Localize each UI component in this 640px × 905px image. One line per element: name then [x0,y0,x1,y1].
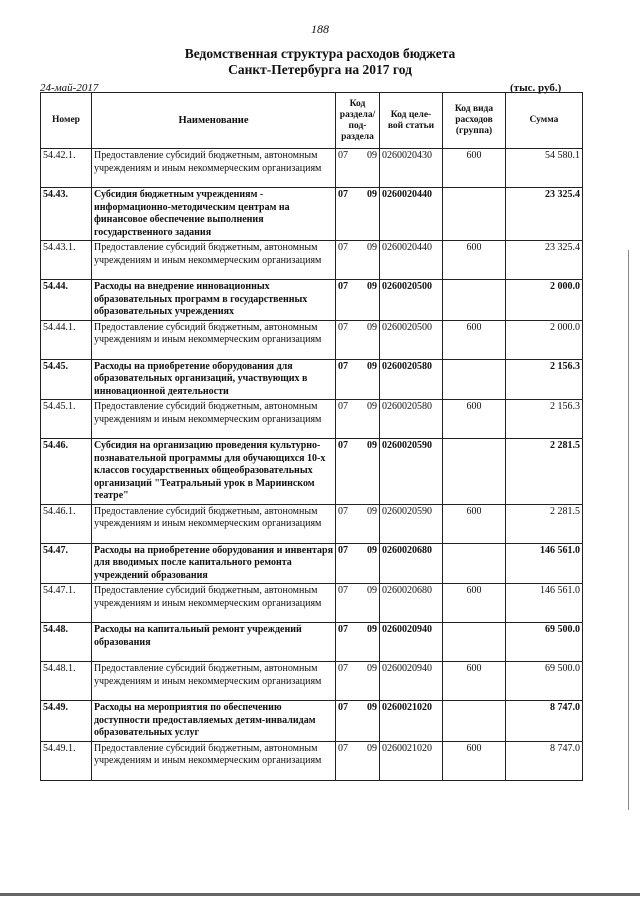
row-name: Субсидия на организацию проведения культурно-познавательной программы для обучающихся 10-х классов государственных общеобразовательных организаций "Театральный урок в Мариинском театре" [92,439,336,505]
row-section-code: 07 [338,360,348,372]
header-number: Номер [41,93,92,149]
row-expense-type [443,280,506,321]
row-section-code: 07 [338,544,348,556]
row-sum: 23 325.4 [506,241,583,280]
header-section: Код раздела/ под- раздела [336,93,380,149]
row-section-code: 07 [338,150,348,161]
row-sum: 23 325.4 [506,188,583,241]
row-subsection-code: 09 [367,360,377,372]
table-row [41,439,583,505]
row-section [336,359,380,400]
row-subsection-code: 09 [367,440,377,451]
row-number: 54.45. [41,359,92,400]
row-article: 0260020430 [380,149,443,188]
table-row [41,662,583,701]
row-article: 0260020590 [380,439,443,505]
row-number: 54.44.1. [41,320,92,359]
header-name: Наименование [92,93,336,149]
row-section [336,188,380,241]
row-section-code: 07 [338,742,348,754]
table-row [41,400,583,439]
table-row [41,504,583,543]
row-number: 54.43. [41,188,92,241]
row-number: 54.45.1. [41,400,92,439]
page-number: 188 [311,22,329,36]
row-sum: 69 500.0 [506,662,583,701]
row-name: Предоставление субсидий бюджетным, автономным учреждениям и иным некоммерческим организациям [92,662,336,701]
table-row [41,623,583,662]
row-expense-type: 600 [443,741,506,780]
row-subsection-code: 09 [367,189,377,200]
row-section [336,439,380,505]
row-section-code: 07 [338,321,348,333]
row-section [336,504,380,543]
budget-table [40,92,583,781]
row-sum: 146 561.0 [506,543,583,584]
row-article: 0260020590 [380,504,443,543]
row-article: 0260021020 [380,741,443,780]
document-title [0,46,640,78]
row-subsection-code: 09 [367,401,377,412]
row-sum: 8 747.0 [506,741,583,780]
row-section-code: 07 [338,663,348,674]
row-name: Расходы на внедрение инновационных образовательных программ в государственных образовательных учреждениях [92,280,336,321]
row-subsection-code: 09 [367,150,377,161]
row-number: 54.49.1. [41,741,92,780]
row-subsection-code: 09 [367,702,377,713]
row-subsection-code: 09 [367,742,377,754]
row-article: 0260020500 [380,280,443,321]
row-section-code: 07 [338,281,348,292]
row-name: Предоставление субсидий бюджетным, автономным учреждениям и иным некоммерческим организациям [92,149,336,188]
row-section-code: 07 [338,624,348,635]
row-number: 54.48.1. [41,662,92,701]
row-section [336,400,380,439]
table-row [41,359,583,400]
row-subsection-code: 09 [367,321,377,333]
row-article: 0260020440 [380,188,443,241]
row-article: 0260020680 [380,584,443,623]
row-subsection-code: 09 [367,544,377,556]
row-expense-type: 600 [443,320,506,359]
row-section [336,280,380,321]
row-article: 0260020680 [380,543,443,584]
row-section [336,543,380,584]
row-expense-type: 600 [443,584,506,623]
row-expense-type [443,543,506,584]
row-sum: 8 747.0 [506,701,583,742]
row-subsection-code: 09 [367,624,377,635]
row-number: 54.48. [41,623,92,662]
row-sum: 2 281.5 [506,504,583,543]
row-name: Предоставление субсидий бюджетным, автономным учреждениям и иным некоммерческим организациям [92,504,336,543]
header-sum: Сумма [506,93,583,149]
page-bottom-edge [0,893,640,896]
row-subsection-code: 09 [367,663,377,674]
table-row [41,701,583,742]
title-line-2: Санкт-Петербурга на 2017 год [228,62,412,77]
row-number: 54.43.1. [41,241,92,280]
table-body [41,149,583,781]
page-edge-line [628,250,629,810]
row-subsection-code: 09 [367,505,377,517]
row-number: 54.46.1. [41,504,92,543]
row-name: Субсидия бюджетным учреждениям - информационно-методическим центрам на финансовое обеспечение выполнения государственного задания [92,188,336,241]
row-number: 54.42.1. [41,149,92,188]
row-article: 0260020440 [380,241,443,280]
row-section [336,623,380,662]
row-name: Расходы на мероприятия по обеспечению доступности предоставляемых детям-инвалидам образовательных услуг [92,701,336,742]
row-section-code: 07 [338,505,348,517]
row-article: 0260020940 [380,623,443,662]
row-name: Предоставление субсидий бюджетным, автономным учреждениям и иным некоммерческим организациям [92,584,336,623]
row-section-code: 07 [338,401,348,412]
table-row [41,149,583,188]
header-type: Код вида расходов (группа) [443,93,506,149]
row-name: Предоставление субсидий бюджетным, автономным учреждениям и иным некоммерческим организациям [92,741,336,780]
row-name: Расходы на капитальный ремонт учреждений образования [92,623,336,662]
row-subsection-code: 09 [367,585,377,596]
row-sum: 2 000.0 [506,280,583,321]
table-row [41,188,583,241]
row-name: Расходы на приобретение оборудования для образовательных организаций, участвующих в инновационной деятельности [92,359,336,400]
row-expense-type: 600 [443,504,506,543]
row-section [336,741,380,780]
table-row [41,543,583,584]
row-expense-type [443,701,506,742]
row-section [336,320,380,359]
row-section [336,584,380,623]
row-section [336,149,380,188]
units-label: (тыс. руб.) [510,82,562,94]
row-expense-type [443,623,506,662]
row-subsection-code: 09 [367,281,377,292]
row-expense-type: 600 [443,400,506,439]
row-expense-type: 600 [443,241,506,280]
row-number: 54.47.1. [41,584,92,623]
row-article: 0260020580 [380,359,443,400]
row-section-code: 07 [338,242,348,253]
table-row [41,241,583,280]
row-sum: 2 000.0 [506,320,583,359]
row-sum: 69 500.0 [506,623,583,662]
table-header-row [41,93,583,149]
table-row [41,280,583,321]
row-section [336,662,380,701]
table-row [41,741,583,780]
header-article: Код целе- вой статьи [380,93,443,149]
row-expense-type [443,359,506,400]
row-section-code: 07 [338,189,348,200]
row-number: 54.47. [41,543,92,584]
row-section-code: 07 [338,440,348,451]
row-section [336,241,380,280]
row-expense-type: 600 [443,662,506,701]
document-date: 24-май-2017 [40,82,99,94]
title-line-1: Ведомственная структура расходов бюджета [184,46,456,61]
row-expense-type: 600 [443,149,506,188]
row-sum: 2 156.3 [506,400,583,439]
row-name: Расходы на приобретение оборудования и инвентаря для вводимых после капитального ремонта учреждений образования [92,543,336,584]
row-article: 0260020940 [380,662,443,701]
row-name: Предоставление субсидий бюджетным, автономным учреждениям и иным некоммерческим организациям [92,241,336,280]
row-expense-type [443,188,506,241]
table-row [41,584,583,623]
row-section [336,701,380,742]
row-name: Предоставление субсидий бюджетным, автономным учреждениям и иным некоммерческим организациям [92,320,336,359]
row-section-code: 07 [338,702,348,713]
row-subsection-code: 09 [367,242,377,253]
row-sum: 2 281.5 [506,439,583,505]
row-article: 0260020580 [380,400,443,439]
row-sum: 146 561.0 [506,584,583,623]
row-number: 54.46. [41,439,92,505]
row-section-code: 07 [338,585,348,596]
row-article: 0260020500 [380,320,443,359]
row-article: 0260021020 [380,701,443,742]
row-sum: 2 156.3 [506,359,583,400]
row-sum: 54 580.1 [506,149,583,188]
row-number: 54.44. [41,280,92,321]
row-expense-type [443,439,506,505]
row-number: 54.49. [41,701,92,742]
row-name: Предоставление субсидий бюджетным, автономным учреждениям и иным некоммерческим организациям [92,400,336,439]
table-row [41,320,583,359]
